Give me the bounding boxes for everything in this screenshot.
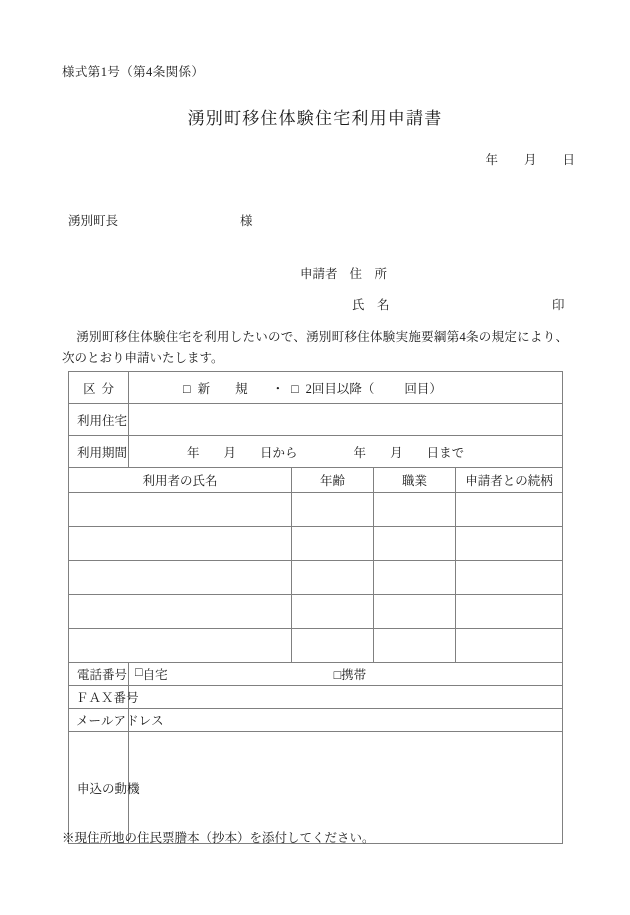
checkbox-new[interactable]: □ xyxy=(183,381,191,396)
kikan-to-day: 日まで xyxy=(426,445,465,460)
user-age-cell[interactable] xyxy=(292,595,374,629)
motive-label-c3: の xyxy=(102,781,115,796)
user-occupation-cell[interactable] xyxy=(374,629,456,663)
telephone-home-label: 自宅 xyxy=(142,668,168,682)
fax-label xyxy=(69,686,139,709)
email-value-cell[interactable] xyxy=(129,709,563,732)
checkbox-mobile-phone[interactable]: □ xyxy=(333,668,342,682)
kubun-option-new-label: 新 規 xyxy=(197,381,248,396)
kikan-from-day: 日から xyxy=(260,445,298,460)
user-occupation-cell[interactable] xyxy=(374,595,456,629)
table-row-kikan xyxy=(69,436,563,468)
table-row xyxy=(69,561,563,595)
email-label-c4: ア xyxy=(113,714,127,728)
fax-label-c1: Ｆ xyxy=(76,691,89,705)
users-header-occupation: 職業 xyxy=(374,468,456,493)
telephone-mobile-label: 携帯 xyxy=(341,668,367,682)
form-code: 様式第1号（第4条関係） xyxy=(62,65,205,79)
footnote: ※現住所地の住民票謄本（抄本）を添付してください。 xyxy=(62,831,375,845)
applicant-heading: 申請者 xyxy=(300,267,338,281)
email-label-c6: レ xyxy=(138,714,152,728)
table-row-jutaku xyxy=(69,404,563,436)
fax-label-c2: Ａ xyxy=(88,691,102,705)
motive-label-c4: 動 xyxy=(114,781,128,796)
table-row-motive xyxy=(69,732,563,844)
email-label-c1: メ xyxy=(76,714,89,728)
date-line xyxy=(485,150,575,168)
kikan-from-month: 月 xyxy=(223,445,237,460)
users-header-age: 年齢 xyxy=(292,468,374,493)
fax-label-c4: 番 xyxy=(113,691,127,705)
user-relation-cell[interactable] xyxy=(456,527,563,561)
kikan-label-c1: 利 xyxy=(77,445,90,460)
table-row xyxy=(69,629,563,663)
user-name-cell[interactable] xyxy=(69,493,292,527)
fax-value-cell[interactable] xyxy=(129,686,563,709)
table-row xyxy=(69,527,563,561)
user-name-cell[interactable] xyxy=(69,595,292,629)
addressee-honorific: 様 xyxy=(240,214,253,228)
user-age-cell[interactable] xyxy=(292,629,374,663)
telephone-label-c1: 電 xyxy=(77,668,90,682)
user-age-cell[interactable] xyxy=(292,561,374,595)
telephone-label-c3: 番 xyxy=(102,668,115,682)
email-label-c2: ー xyxy=(88,714,102,728)
kikan-label-c4: 間 xyxy=(114,445,128,460)
table-row-kubun xyxy=(69,372,563,404)
user-name-cell[interactable] xyxy=(69,527,292,561)
kikan-from-year: 年 xyxy=(187,445,200,460)
table-row-users-header xyxy=(69,468,563,493)
table-row xyxy=(69,493,563,527)
fax-label-c3: Ｘ xyxy=(101,691,114,705)
applicant-address-label: 住 所 xyxy=(349,267,388,281)
checkbox-home-phone[interactable]: □ xyxy=(135,665,143,679)
kubun-label-c2: 分 xyxy=(101,381,114,396)
kikan-to-year: 年 xyxy=(353,445,367,460)
kikan-label-c2: 用 xyxy=(89,445,103,460)
user-age-cell[interactable] xyxy=(292,527,374,561)
kubun-separator: ・ xyxy=(271,381,285,396)
table-row-email xyxy=(69,709,563,732)
user-relation-cell[interactable] xyxy=(456,561,563,595)
addressee-name: 湧別町長 xyxy=(68,214,119,228)
user-occupation-cell[interactable] xyxy=(374,527,456,561)
telephone-value-cell[interactable] xyxy=(129,663,563,686)
jutaku-label-c3: 住 xyxy=(102,413,115,428)
kubun-option-repeat-label: 2回目以降（ xyxy=(305,381,375,396)
date-year-label: 年 xyxy=(485,153,498,167)
fax-label-c5: 号 xyxy=(126,691,139,705)
table-row-fax xyxy=(69,686,563,709)
email-label-c3: ル xyxy=(101,714,114,728)
user-name-cell[interactable] xyxy=(69,629,292,663)
user-name-cell[interactable] xyxy=(69,561,292,595)
telephone-label-c4: 号 xyxy=(114,668,128,682)
motive-label-c5: 機 xyxy=(127,781,140,796)
kubun-label xyxy=(69,372,129,404)
checkbox-repeat[interactable]: □ xyxy=(291,381,299,396)
motive-label-c2: 込 xyxy=(89,781,103,796)
body-paragraph xyxy=(62,327,568,369)
seal-label: 印 xyxy=(552,298,565,312)
telephone-label xyxy=(69,663,129,686)
kubun-label-c1: 区 xyxy=(83,381,96,396)
motive-label xyxy=(69,732,140,844)
date-month-label: 月 xyxy=(523,153,537,167)
jutaku-value-cell[interactable] xyxy=(129,404,563,436)
user-relation-cell[interactable] xyxy=(456,629,563,663)
motive-label-c1: 申 xyxy=(77,781,90,796)
users-header-relation: 申請者との続柄 xyxy=(456,468,563,493)
user-occupation-cell[interactable] xyxy=(374,561,456,595)
users-header-name: 利用者の氏名 xyxy=(69,468,292,493)
application-table xyxy=(68,371,563,844)
user-occupation-cell[interactable] xyxy=(374,493,456,527)
addressee xyxy=(68,211,253,229)
kikan-value-cell[interactable] xyxy=(129,436,563,468)
body-paragraph-text: 湧別町移住体験住宅を利用したいので、湧別町移住体験実施要綱第4条の規定により、次のとおり申請いたします。 xyxy=(62,330,568,365)
applicant-address-row xyxy=(300,259,390,290)
jutaku-label-c2: 用 xyxy=(89,413,103,428)
table-row xyxy=(69,595,563,629)
user-relation-cell[interactable] xyxy=(456,493,563,527)
date-day-label: 日 xyxy=(562,153,575,167)
kikan-label-c3: 期 xyxy=(102,445,115,460)
user-age-cell[interactable] xyxy=(292,493,374,527)
applicant-name-row xyxy=(300,290,565,321)
kubun-value-cell[interactable] xyxy=(129,372,563,404)
kikan-to-month: 月 xyxy=(390,445,403,460)
jutaku-label xyxy=(69,404,129,436)
telephone-label-c2: 話 xyxy=(89,668,103,682)
table-row-telephone xyxy=(69,663,563,686)
page-title: 湧別町移住体験住宅利用申請書 xyxy=(187,109,443,128)
user-relation-cell[interactable] xyxy=(456,595,563,629)
kikan-label xyxy=(69,436,129,468)
email-label xyxy=(69,709,164,732)
jutaku-label-c1: 利 xyxy=(77,413,90,428)
email-label-c7: ス xyxy=(151,714,164,728)
kubun-count-unit: 回目） xyxy=(404,381,442,396)
applicant-name-label: 氏 名 xyxy=(352,298,390,312)
motive-value-cell[interactable] xyxy=(129,732,563,844)
applicant-block xyxy=(300,259,565,321)
jutaku-label-c4: 宅 xyxy=(114,413,128,428)
email-label-c5: ド xyxy=(126,714,139,728)
